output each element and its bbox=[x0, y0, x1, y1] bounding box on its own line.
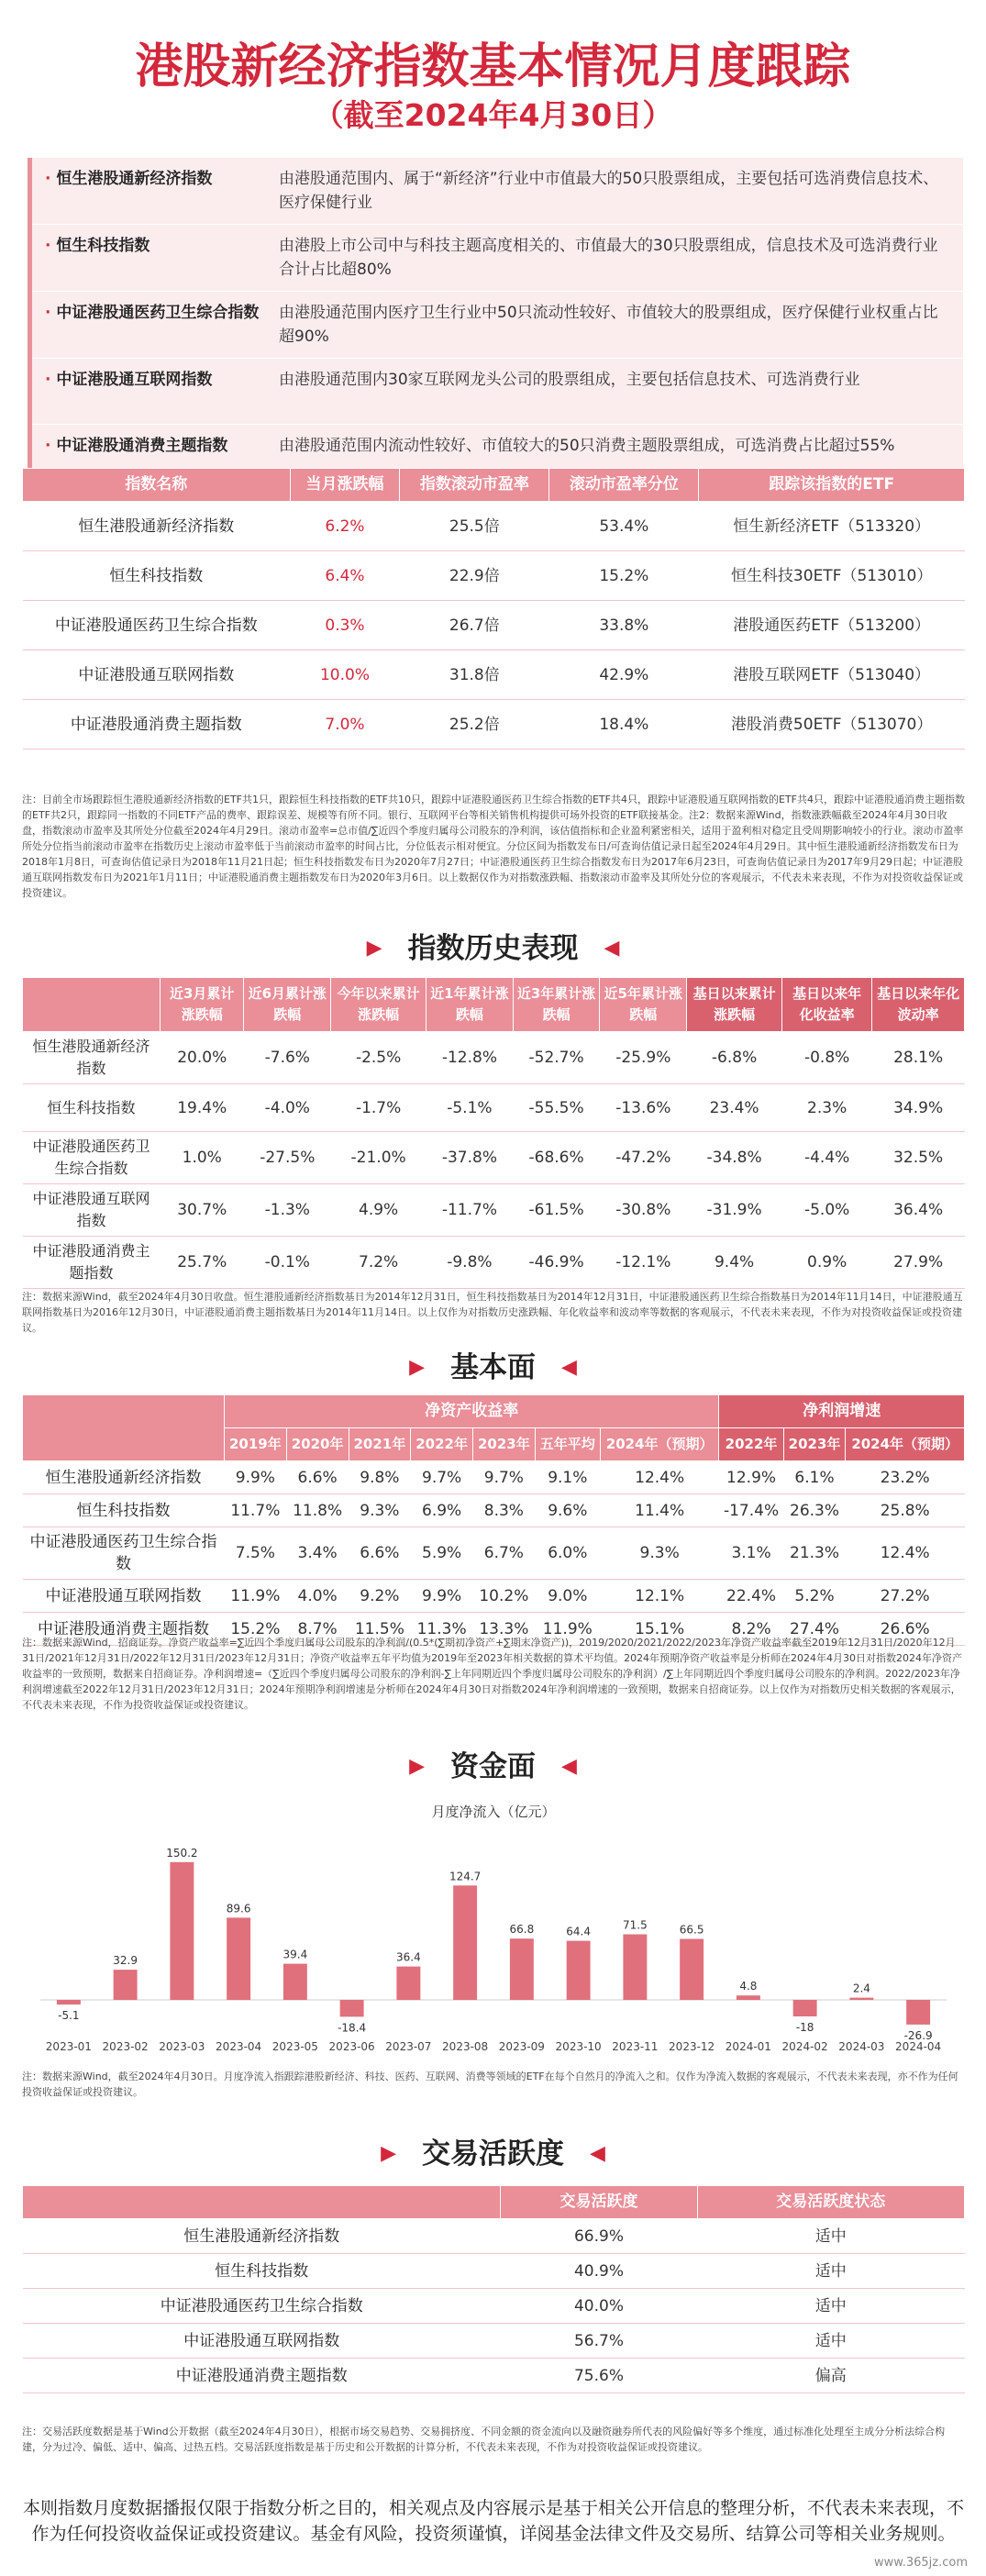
history-table bbox=[22, 977, 965, 1289]
table-cell: -34.8% bbox=[687, 1132, 782, 1184]
table-cell: -31.9% bbox=[687, 1184, 782, 1237]
section-title-activity bbox=[0, 2130, 986, 2171]
table-cell: -4.4% bbox=[782, 1132, 872, 1184]
table-cell: 27.4% bbox=[783, 1613, 846, 1646]
table-cell: 恒生港股通新经济指数 bbox=[23, 502, 291, 551]
table-cell: 7.2% bbox=[331, 1237, 427, 1289]
bar bbox=[623, 1935, 647, 2001]
bar bbox=[453, 1885, 477, 2000]
intro-index-name: · 中证港股通医药卫生综合指数 bbox=[45, 301, 279, 349]
section-funds-label: 资金面 bbox=[450, 1750, 536, 1783]
data-label: -18 bbox=[795, 2021, 814, 2034]
table-header: 2023年 bbox=[783, 1428, 846, 1461]
x-tick-label: 2024-01 bbox=[725, 2040, 771, 2053]
bar bbox=[283, 1964, 307, 2000]
header-row bbox=[23, 469, 965, 502]
triangle-right-icon: ▶ bbox=[366, 937, 382, 960]
overview-table-grid bbox=[22, 468, 965, 749]
table-cell: 恒生科技30ETF（513010） bbox=[699, 551, 965, 601]
table-header: 近1年累计涨跌幅 bbox=[427, 978, 514, 1032]
bar bbox=[680, 1939, 703, 2001]
table-row bbox=[23, 1580, 965, 1613]
table-cell: -27.5% bbox=[244, 1132, 331, 1184]
bar bbox=[227, 1917, 250, 2000]
bar bbox=[170, 1862, 194, 2000]
watermark: www.365jz.com bbox=[874, 2556, 968, 2570]
table-cell: -11.7% bbox=[427, 1184, 514, 1237]
triangle-right-icon: ▶ bbox=[381, 2142, 396, 2165]
group-row bbox=[23, 1395, 965, 1428]
table-cell: 港股互联网ETF（513040） bbox=[699, 650, 965, 700]
table-row bbox=[23, 1494, 965, 1527]
table-header bbox=[23, 2186, 501, 2219]
table-cell: 26.6% bbox=[846, 1613, 965, 1646]
table-cell: 6.9% bbox=[411, 1494, 473, 1527]
history-table-grid bbox=[22, 977, 965, 1289]
bar bbox=[737, 1995, 760, 2000]
table-cell: 25.8% bbox=[846, 1494, 965, 1527]
x-tick-label: 2023-08 bbox=[442, 2040, 489, 2053]
table-cell: 中证港股通消费主题指数 bbox=[23, 1613, 225, 1646]
table-cell: 中证港股通医药卫生综合指数 bbox=[23, 601, 291, 650]
bar bbox=[510, 1938, 534, 2000]
fundamentals-table-grid bbox=[22, 1394, 965, 1646]
triangle-right-icon: ▶ bbox=[409, 1755, 425, 1778]
section-title-history bbox=[0, 925, 986, 966]
table-cell: 21.3% bbox=[783, 1527, 846, 1580]
table-row bbox=[23, 1132, 965, 1184]
table-cell: -2.5% bbox=[331, 1032, 427, 1084]
bar bbox=[793, 2000, 817, 2016]
table-cell: 0.3% bbox=[290, 601, 400, 650]
table-row bbox=[23, 1084, 965, 1132]
table-cell: 6.1% bbox=[783, 1461, 846, 1494]
table-cell: -5.0% bbox=[782, 1184, 872, 1237]
table-cell: 中证港股通互联网指数 bbox=[23, 1184, 161, 1237]
section-activity-label: 交易活跃度 bbox=[422, 2137, 564, 2171]
table-cell: 23.2% bbox=[846, 1461, 965, 1494]
table-cell: 0.9% bbox=[782, 1237, 872, 1289]
x-tick-label: 2024-04 bbox=[895, 2040, 942, 2053]
table-cell: 6.6% bbox=[286, 1461, 349, 1494]
table-cell: 15.1% bbox=[600, 1613, 719, 1646]
table-cell: 30.7% bbox=[161, 1184, 244, 1237]
table-cell: -9.8% bbox=[427, 1237, 514, 1289]
table-cell: 中证港股通互联网指数 bbox=[23, 2324, 501, 2359]
table-cell: 11.3% bbox=[411, 1613, 473, 1646]
table-cell: 港股消费50ETF（513070） bbox=[699, 700, 965, 749]
bar bbox=[906, 2000, 930, 2025]
table-row bbox=[23, 1237, 965, 1289]
table-header: 滚动市盈率分位 bbox=[549, 469, 699, 502]
data-label: -26.9 bbox=[903, 2028, 933, 2042]
table-row bbox=[23, 2359, 965, 2393]
data-label: -5.1 bbox=[58, 2009, 80, 2023]
table-cell: -12.1% bbox=[600, 1237, 687, 1289]
x-tick-label: 2023-05 bbox=[271, 2040, 318, 2053]
bar bbox=[567, 1941, 591, 2000]
table-cell: -1.7% bbox=[331, 1084, 427, 1132]
table-cell: 7.5% bbox=[225, 1527, 287, 1580]
table-cell: 6.6% bbox=[349, 1527, 411, 1580]
table-header: 交易活跃度 bbox=[501, 2186, 697, 2219]
table-row bbox=[23, 601, 965, 650]
table-header: 当月涨跌幅 bbox=[290, 469, 400, 502]
table-header: 基日以来年化收益率 bbox=[782, 978, 872, 1032]
table-cell: 9.1% bbox=[535, 1461, 600, 1494]
x-tick-label: 2023-06 bbox=[328, 2040, 375, 2053]
table-cell: -47.2% bbox=[600, 1132, 687, 1184]
table-cell: 中证港股通医药卫生综合指数 bbox=[23, 2289, 501, 2324]
table-cell: 6.0% bbox=[535, 1527, 600, 1580]
fundamentals-note: 注：数据来源Wind，招商证券。净资产收益率=∑近四个季度归属母公司股东的净利润/(0.5*(∑期初净资产+∑期末净资产))，2019/2020/2021/2022/2023年净资产收益率截至2019年12月31日/2020年12月31日/2021年12月31日/2022年12月31日/2023年12月31日；净资产收益率五年平均值为2019年至2023年相关数据的算术平均值。2024年预期净资产收益率是分析师在2024年4月30日对指数2024年净资产收益率的一致预期，数据来自招商证券。净利润增速=（∑近四个季度归属母公司股东的净利润-∑上年同期近四个季度归属母公司股东的净利润）/∑上年同期近四个季度归属母公司股东的净利润。2022/2023年净利润增速截至2022年12月31日/2023年12月31日；2024年预期净利润增速是分析师在2024年4月30日对指数2024年净利润增速的一致预期，数据来自招商证券。以上仅作为对指数历史相关数据的客观展示，不代表未来表现，不作为投资收益保证或投资建议。 bbox=[22, 1637, 963, 1711]
table-cell: 36.4% bbox=[872, 1184, 965, 1237]
data-label: 89.6 bbox=[226, 1902, 251, 1915]
table-cell: 53.4% bbox=[549, 502, 699, 551]
triangle-left-icon: ◀ bbox=[604, 937, 620, 960]
table-cell: 10.0% bbox=[290, 650, 400, 700]
intro-index-desc: 由港股通范围内30家互联网龙头公司的股票组成，主要包括信息技术、可选消费行业 bbox=[279, 371, 860, 389]
page-title: 港股新经济指数基本情况月度跟踪 bbox=[135, 39, 851, 94]
table-cell: 2.3% bbox=[782, 1084, 872, 1132]
funds-note: 注：数据来源Wind，截至2024年4月30日。月度净流入指跟踪港股新经济、科技、医药、互联网、消费等领域的ETF在每个自然月的净流入之和。仅作为净流入数据的客观展示，不代表未来表现，亦不作为任何投资收益保证或投资建议。 bbox=[22, 2071, 958, 2098]
table-header: 2024年（预期） bbox=[600, 1428, 719, 1461]
table-cell: 4.9% bbox=[331, 1184, 427, 1237]
bar bbox=[849, 1998, 873, 2000]
table-cell: 12.4% bbox=[846, 1527, 965, 1580]
intro-index-desc: 由港股上市公司中与科技主题高度相关的、市值最大的30只股票组成，信息技术及可选消费行业合计占比超80% bbox=[279, 237, 938, 279]
table-cell: 26.7倍 bbox=[400, 601, 549, 650]
data-label: -18.4 bbox=[338, 2021, 367, 2035]
table-cell: 适中 bbox=[697, 2289, 964, 2324]
table-cell: 34.9% bbox=[872, 1084, 965, 1132]
table-cell: -12.8% bbox=[427, 1032, 514, 1084]
table-header: 五年平均 bbox=[535, 1428, 600, 1461]
intro-index-desc: 由港股通范围内、属于“新经济”行业中市值最大的50只股票组成，主要包括可选消费信息技术、医疗保健行业 bbox=[279, 170, 939, 212]
section-fundamentals-label: 基本面 bbox=[450, 1351, 536, 1384]
data-label: 2.4 bbox=[852, 1982, 870, 1995]
table-cell: 66.9% bbox=[501, 2219, 697, 2254]
table-cell: 6.2% bbox=[290, 502, 400, 551]
triangle-right-icon: ▶ bbox=[409, 1356, 425, 1379]
disclaimer: 本则指数月度数据播报仅限于指数分析之目的，相关观点及内容展示是基于相关公开信息的整理分析，不代表未来表现，不作为任何投资收益保证或投资建议。基金有风险，投资须谨慎，详阅基金法律文件及交易所、结算公司等相关业务规则。 bbox=[22, 2498, 964, 2544]
table-cell: 56.7% bbox=[501, 2324, 697, 2359]
table-cell: 22.9倍 bbox=[400, 551, 549, 601]
data-label: 39.4 bbox=[283, 1948, 308, 1961]
table-header: 基日以来累计涨跌幅 bbox=[687, 978, 782, 1032]
triangle-left-icon: ◀ bbox=[561, 1755, 577, 1778]
table-cell: 25.2倍 bbox=[400, 700, 549, 749]
table-cell: 7.0% bbox=[290, 700, 400, 749]
x-tick-label: 2023-09 bbox=[498, 2040, 545, 2053]
intro-row bbox=[32, 225, 963, 292]
table-cell: 中证港股通互联网指数 bbox=[23, 650, 291, 700]
table-row bbox=[23, 502, 965, 551]
table-cell: 8.3% bbox=[473, 1494, 536, 1527]
activity-table-grid bbox=[22, 2185, 965, 2393]
table-cell: 9.4% bbox=[687, 1237, 782, 1289]
table-row bbox=[23, 700, 965, 749]
x-tick-label: 2023-07 bbox=[385, 2040, 432, 2053]
data-label: 36.4 bbox=[396, 1950, 421, 1964]
table-cell: 9.7% bbox=[473, 1461, 536, 1494]
table-cell: 11.8% bbox=[286, 1494, 349, 1527]
header-row bbox=[23, 2186, 965, 2219]
table-cell: -21.0% bbox=[331, 1132, 427, 1184]
table-header: 指数名称 bbox=[23, 469, 291, 502]
bar bbox=[340, 2000, 364, 2016]
intro-row bbox=[32, 158, 963, 225]
intro-index-desc: 由港股通范围内流动性较好、市值较大的50只消费主题股票组成，可选消费占比超过55% bbox=[279, 437, 895, 455]
table-header: 跟踪该指数的ETF bbox=[699, 469, 965, 502]
bar bbox=[396, 1967, 420, 2000]
table-cell: 适中 bbox=[697, 2219, 964, 2254]
table-cell: 25.5倍 bbox=[400, 502, 549, 551]
table-cell: 8.2% bbox=[719, 1613, 783, 1646]
table-cell: 5.9% bbox=[411, 1527, 473, 1580]
table-cell: 适中 bbox=[697, 2254, 964, 2289]
table-header: 2021年 bbox=[349, 1428, 411, 1461]
table-cell: 偏高 bbox=[697, 2359, 964, 2393]
table-cell: 15.2% bbox=[549, 551, 699, 601]
table-cell: -52.7% bbox=[513, 1032, 600, 1084]
table-header: 近3年累计涨跌幅 bbox=[513, 978, 600, 1032]
table-header: 2024年（预期） bbox=[846, 1428, 965, 1461]
table-cell: 40.0% bbox=[501, 2289, 697, 2324]
table-cell: -46.9% bbox=[513, 1237, 600, 1289]
table-cell: 恒生科技指数 bbox=[23, 2254, 501, 2289]
history-note: 注：数据来源Wind，截至2024年4月30日收盘。恒生港股通新经济指数基日为2014年12月31日，恒生科技指数基日为2014年12月31日，中证港股通医药卫生综合指数基日为2014年11月14日，中证港股通互联网指数基日为2016年12月30日，中证港股通消费主题指数基日为2014年11月14日。以上仅作为对指数历史涨跌幅、年化收益率和波动率等数据的客观展示，不代表未来表现，不作为对投资收益保证或投资建议。 bbox=[22, 1291, 963, 1334]
data-label: 64.4 bbox=[566, 1925, 591, 1938]
triangle-left-icon: ◀ bbox=[590, 2142, 605, 2165]
activity-table bbox=[22, 2185, 965, 2393]
fundamentals-table bbox=[22, 1394, 965, 1646]
table-cell: 27.9% bbox=[872, 1237, 965, 1289]
table-cell: 11.4% bbox=[600, 1494, 719, 1527]
table-cell: 12.1% bbox=[600, 1580, 719, 1613]
table-cell: 11.5% bbox=[349, 1613, 411, 1646]
data-label: 66.5 bbox=[679, 1923, 704, 1937]
intro-index-name: · 恒生科技指数 bbox=[45, 234, 279, 282]
table-cell: 中证港股通消费主题指数 bbox=[23, 700, 291, 749]
table-header: 2022年 bbox=[411, 1428, 473, 1461]
table-cell: 中证港股通消费主题指数 bbox=[23, 1237, 161, 1289]
table-cell: 中证港股通医药卫生综合指数 bbox=[23, 1132, 161, 1184]
table-cell: 9.9% bbox=[411, 1580, 473, 1613]
table-cell: 11.9% bbox=[535, 1613, 600, 1646]
table-header: 近5年累计涨跌幅 bbox=[600, 978, 687, 1032]
table-cell: -37.8% bbox=[427, 1132, 514, 1184]
table-cell: 32.5% bbox=[872, 1132, 965, 1184]
header-row bbox=[23, 978, 965, 1032]
table-cell: 40.9% bbox=[501, 2254, 697, 2289]
table-cell: 6.4% bbox=[290, 551, 400, 601]
data-label: 32.9 bbox=[113, 1954, 138, 1968]
table-header: 基日以来年化波动率 bbox=[872, 978, 965, 1032]
x-tick-label: 2023-03 bbox=[159, 2040, 205, 2053]
table-cell: 恒生港股通新经济指数 bbox=[23, 1032, 161, 1084]
section-title-fundamentals bbox=[0, 1344, 986, 1385]
table-cell: 恒生科技指数 bbox=[23, 1084, 161, 1132]
table-header: 今年以来累计涨跌幅 bbox=[331, 978, 427, 1032]
net-inflow-chart bbox=[22, 1798, 965, 2064]
table-cell: 75.6% bbox=[501, 2359, 697, 2393]
table-cell: -4.0% bbox=[244, 1084, 331, 1132]
table-header: 2020年 bbox=[286, 1428, 349, 1461]
table-row bbox=[23, 551, 965, 601]
x-tick-label: 2023-11 bbox=[612, 2040, 659, 2053]
table-header: 交易活跃度状态 bbox=[697, 2186, 964, 2219]
page-subtitle: （截至2024年4月30日） bbox=[313, 97, 673, 133]
table-cell: 适中 bbox=[697, 2324, 964, 2359]
table-header-blank bbox=[23, 1395, 225, 1461]
table-cell: -1.3% bbox=[244, 1184, 331, 1237]
table-row bbox=[23, 1527, 965, 1580]
table-cell: 中证港股通消费主题指数 bbox=[23, 2359, 501, 2393]
table-cell: 28.1% bbox=[872, 1032, 965, 1084]
table-cell: 20.0% bbox=[161, 1032, 244, 1084]
table-cell: 9.0% bbox=[535, 1580, 600, 1613]
bar bbox=[114, 1970, 138, 2000]
data-label: 66.8 bbox=[509, 1923, 535, 1937]
table-cell: -17.4% bbox=[719, 1494, 783, 1527]
table-cell: -0.8% bbox=[782, 1032, 872, 1084]
bar bbox=[57, 2000, 81, 2004]
intro-index-name: · 中证港股通消费主题指数 bbox=[45, 434, 279, 481]
table-cell: 27.2% bbox=[846, 1580, 965, 1613]
intro-index-name: · 中证港股通互联网指数 bbox=[45, 368, 279, 415]
data-label: 150.2 bbox=[166, 1846, 198, 1860]
table-cell: 8.7% bbox=[286, 1613, 349, 1646]
intro-index-name: · 恒生港股通新经济指数 bbox=[45, 167, 279, 215]
table-cell: -6.8% bbox=[687, 1032, 782, 1084]
table-cell: 6.7% bbox=[473, 1527, 536, 1580]
table-cell: 3.4% bbox=[286, 1527, 349, 1580]
table-cell: 10.2% bbox=[473, 1580, 536, 1613]
table-cell: 3.1% bbox=[719, 1527, 783, 1580]
table-row bbox=[23, 650, 965, 700]
table-header: 2023年 bbox=[473, 1428, 536, 1461]
table-row bbox=[23, 2289, 965, 2324]
table-cell: 9.3% bbox=[600, 1527, 719, 1580]
section-history-label: 指数历史表现 bbox=[407, 932, 579, 965]
table-cell: -25.9% bbox=[600, 1032, 687, 1084]
intro-row bbox=[32, 292, 963, 359]
table-cell: -7.6% bbox=[244, 1032, 331, 1084]
table-cell: 9.2% bbox=[349, 1580, 411, 1613]
table-cell: 4.0% bbox=[286, 1580, 349, 1613]
table-cell: 15.2% bbox=[225, 1613, 287, 1646]
table-cell: 9.8% bbox=[349, 1461, 411, 1494]
table-cell: 11.9% bbox=[225, 1580, 287, 1613]
table-row bbox=[23, 2219, 965, 2254]
table-header: 近3月累计涨跌幅 bbox=[161, 978, 244, 1032]
table-cell: 9.9% bbox=[225, 1461, 287, 1494]
data-label: 124.7 bbox=[449, 1870, 482, 1883]
table-header: 2019年 bbox=[225, 1428, 287, 1461]
table-header: 指数滚动市盈率 bbox=[400, 469, 549, 502]
table-cell: -61.5% bbox=[513, 1184, 600, 1237]
table-cell: 19.4% bbox=[161, 1084, 244, 1132]
table-cell: 25.7% bbox=[161, 1237, 244, 1289]
table-cell: 恒生港股通新经济指数 bbox=[23, 1461, 225, 1494]
table-cell: 恒生港股通新经济指数 bbox=[23, 2219, 501, 2254]
data-label: 71.5 bbox=[623, 1918, 648, 1932]
table-cell: -55.5% bbox=[513, 1084, 600, 1132]
overview-table bbox=[22, 468, 965, 749]
table-cell: 1.0% bbox=[161, 1132, 244, 1184]
index-intro-list bbox=[28, 158, 963, 491]
overview-note: 注：目前全市场跟踪恒生港股通新经济指数的ETF共1只，跟踪恒生科技指数的ETF共10只，跟踪中证港股通医药卫生综合指数的ETF共4只，跟踪中证港股通互联网指数的ETF共4只，跟踪中证港股通消费主题指数的ETF共2只，跟踪同一指数的不同ETF产品的费率、跟踪误差、规模等有所不同。银行、互联网平台等相关销售机构提供可场外投资的ETF联接基金。注2：数据来源Wind，指数涨跌幅截至2024年4月30日收盘，指数滚动市盈率及其所处分位截至2024年4月29日。滚动市盈率=总市值/∑近四个季度归属母公司股东的净利润，该估值指标和企业盈利紧密相关，适用于盈利相对稳定且受周期影响较小的行业。滚动市盈率所处分位指当前滚动市盈率在指数历史上滚动市盈率低于当前滚动市盈率的时间占比，分位低表示相对便宜。分位区间为指数发布日/可查询估值记录日起至2024年4月29日。其中恒生港股通新经济指数发布日为2018年1月8日，可查询估值记录日为2018年11月21日起；恒生科技指数发布日为2020年7月27日；中证港股通医药卫生综合指数发布日为2017年6月23日，可查询估值记录日为2017年9月29日起；中证港股通互联网指数发布日为2021年1月11日；中证港股通消费主题指数发布日为2020年3月6日。以上数据仅作为对指数涨跌幅、指数滚动市盈率及其所处分位的客观展示，不代表未来表现，不作为对投资收益保证或投资建议。 bbox=[22, 794, 965, 899]
table-cell: 中证港股通互联网指数 bbox=[23, 1580, 225, 1613]
table-cell: 9.3% bbox=[349, 1494, 411, 1527]
table-cell: 恒生科技指数 bbox=[23, 551, 291, 601]
table-header: 2022年 bbox=[719, 1428, 783, 1461]
table-cell: 31.8倍 bbox=[400, 650, 549, 700]
x-tick-label: 2024-02 bbox=[781, 2040, 828, 2053]
table-cell: 33.8% bbox=[549, 601, 699, 650]
table-cell: 恒生新经济ETF（513320） bbox=[699, 502, 965, 551]
table-cell: 9.6% bbox=[535, 1494, 600, 1527]
x-tick-label: 2024-03 bbox=[838, 2040, 885, 2053]
table-cell: -68.6% bbox=[513, 1132, 600, 1184]
table-group-header: 净资产收益率 bbox=[225, 1395, 719, 1428]
table-cell: 22.4% bbox=[719, 1580, 783, 1613]
data-label: 4.8 bbox=[739, 1980, 758, 1993]
intro-index-desc: 由港股通范围内医疗卫生行业中50只流动性较好、市值较大的股票组成，医疗保健行业权重占比超90% bbox=[279, 304, 938, 346]
table-cell: -5.1% bbox=[427, 1084, 514, 1132]
x-tick-label: 2023-01 bbox=[45, 2040, 92, 2053]
table-cell: 恒生科技指数 bbox=[23, 1494, 225, 1527]
table-cell: 26.3% bbox=[783, 1494, 846, 1527]
table-row bbox=[23, 1461, 965, 1494]
table-cell: -0.1% bbox=[244, 1237, 331, 1289]
table-cell: -13.6% bbox=[600, 1084, 687, 1132]
table-cell: 23.4% bbox=[687, 1084, 782, 1132]
table-cell: 中证港股通医药卫生综合指数 bbox=[23, 1527, 225, 1580]
table-header bbox=[23, 978, 161, 1032]
activity-note: 注：交易活跃度数据是基于Wind公开数据（截至2024年4月30日），根据市场交易趋势、交易拥挤度、不同金额的资金流向以及融资融券所代表的风险偏好等多个维度，通过标准化处理至主成分分析法综合构建，分为过冷、偏低、适中、偏高、过热五档。交易活跃度指数是基于历史和公开数据的计算分析，不代表未来表现，不作为对投资收益保证或投资建议。 bbox=[22, 2426, 946, 2453]
table-cell: 12.9% bbox=[719, 1461, 783, 1494]
x-tick-label: 2023-10 bbox=[555, 2040, 602, 2053]
table-cell: 12.4% bbox=[600, 1461, 719, 1494]
table-cell: 13.3% bbox=[473, 1613, 536, 1646]
table-cell: 港股通医药ETF（513200） bbox=[699, 601, 965, 650]
table-cell: 9.7% bbox=[411, 1461, 473, 1494]
table-header: 近6月累计涨跌幅 bbox=[244, 978, 331, 1032]
table-group-header: 净利润增速 bbox=[719, 1395, 965, 1428]
x-tick-label: 2023-12 bbox=[669, 2040, 715, 2053]
table-cell: 11.7% bbox=[225, 1494, 287, 1527]
table-cell: -30.8% bbox=[600, 1184, 687, 1237]
chart-title: 月度净流入（亿元） bbox=[431, 1804, 556, 1820]
intro-row bbox=[32, 359, 963, 425]
x-tick-label: 2023-02 bbox=[102, 2040, 149, 2053]
table-row bbox=[23, 2324, 965, 2359]
section-title-funds bbox=[0, 1743, 986, 1784]
table-cell: 18.4% bbox=[549, 700, 699, 749]
x-tick-label: 2023-04 bbox=[216, 2040, 262, 2053]
table-cell: 42.9% bbox=[549, 650, 699, 700]
table-row bbox=[23, 1184, 965, 1237]
table-cell: 5.2% bbox=[783, 1580, 846, 1613]
table-row bbox=[23, 2254, 965, 2289]
table-row bbox=[23, 1032, 965, 1084]
triangle-left-icon: ◀ bbox=[561, 1356, 577, 1379]
